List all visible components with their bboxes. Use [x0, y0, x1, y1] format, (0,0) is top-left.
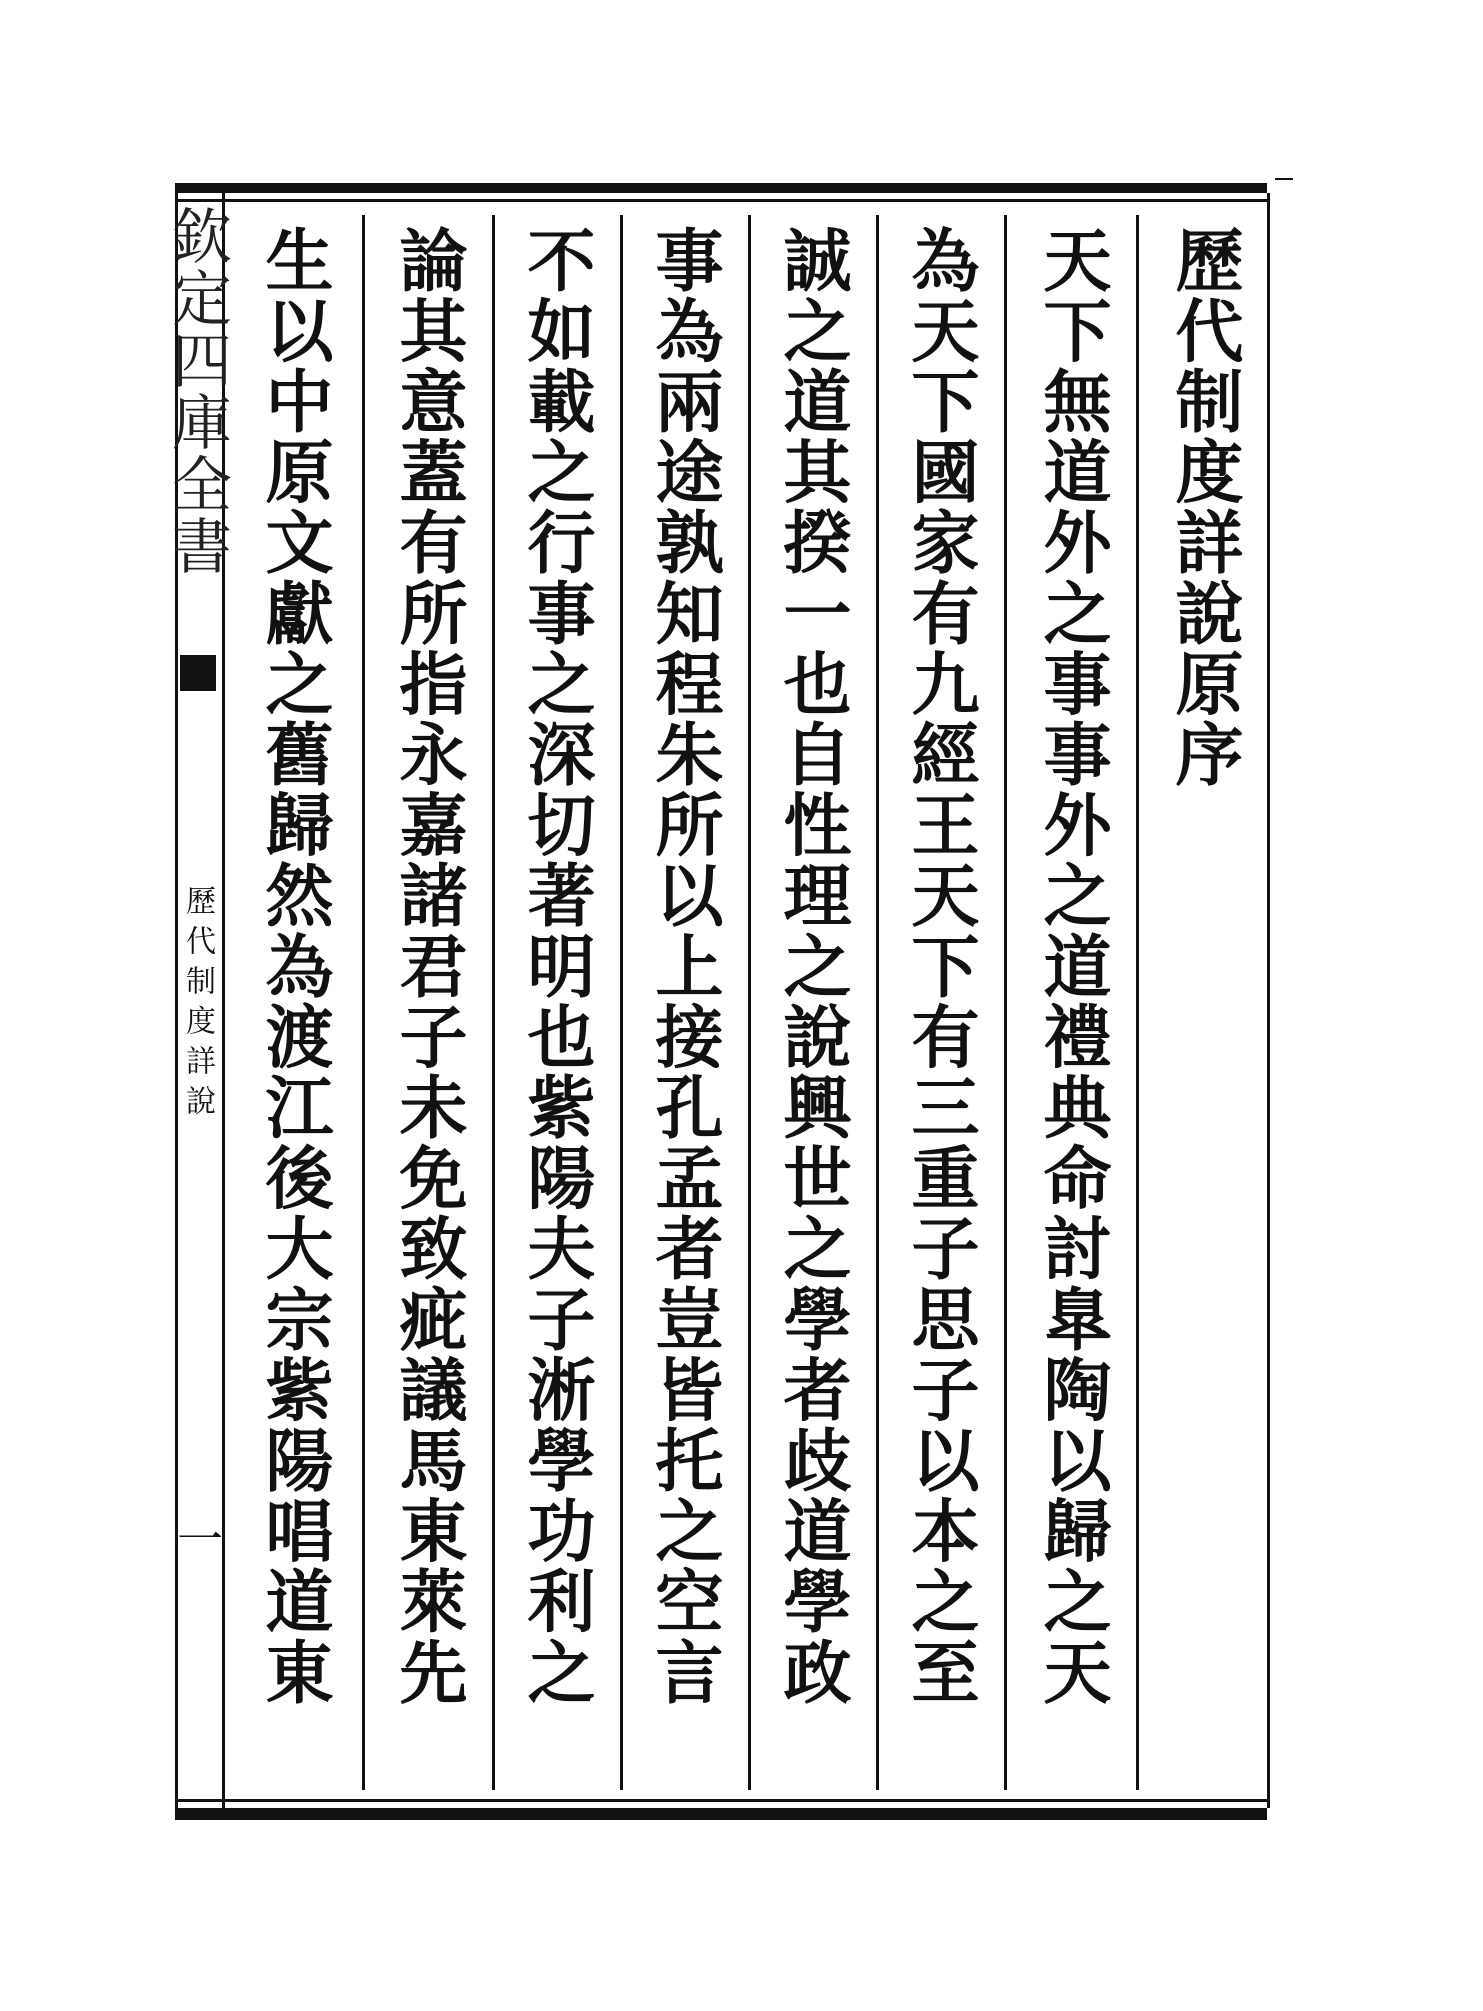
column-divider	[620, 215, 623, 1790]
margin-page-number: 一	[170, 1515, 224, 1561]
margin-section-title: 歷代制度詳說	[180, 885, 215, 1125]
fish-tail-mark	[180, 655, 216, 691]
corner-mark	[1275, 178, 1293, 180]
frame-right	[1267, 193, 1270, 1808]
column-divider	[362, 215, 365, 1790]
bottom-border-inner	[175, 1799, 1267, 1802]
text-column-1: 天下無道外之事事外之道禮典命討臯陶以歸之天	[1032, 225, 1112, 1708]
column-divider	[492, 215, 495, 1790]
top-border	[175, 183, 1267, 193]
text-column-7: 生以中原文獻之舊歸然為渡江後大宗紫陽唱道東	[254, 225, 334, 1708]
text-column-6: 論其意蓋有所指永嘉諸君子未免致疵議馬東萊先	[388, 225, 468, 1708]
margin-book-title: 欽定四庫全書	[162, 205, 232, 577]
bottom-border	[175, 1808, 1267, 1820]
column-divider	[1136, 215, 1139, 1790]
top-border-inner	[175, 199, 1267, 202]
text-column-3: 誠之道其揆一也自性理之說興世之學者歧道學政	[772, 225, 852, 1708]
column-divider	[876, 215, 879, 1790]
text-column-2: 為天下國家有九經王天下有三重子思子以本之至	[900, 225, 980, 1708]
text-column-4: 事為兩途孰知程朱所以上接孔孟者豈皆托之空言	[644, 225, 724, 1708]
text-column-5: 不如載之行事之深切著明也紫陽夫子淅學功利之	[516, 225, 596, 1708]
column-divider	[748, 215, 751, 1790]
preface-title: 歷代制度詳說原序	[1164, 225, 1244, 790]
column-divider	[1004, 215, 1007, 1790]
